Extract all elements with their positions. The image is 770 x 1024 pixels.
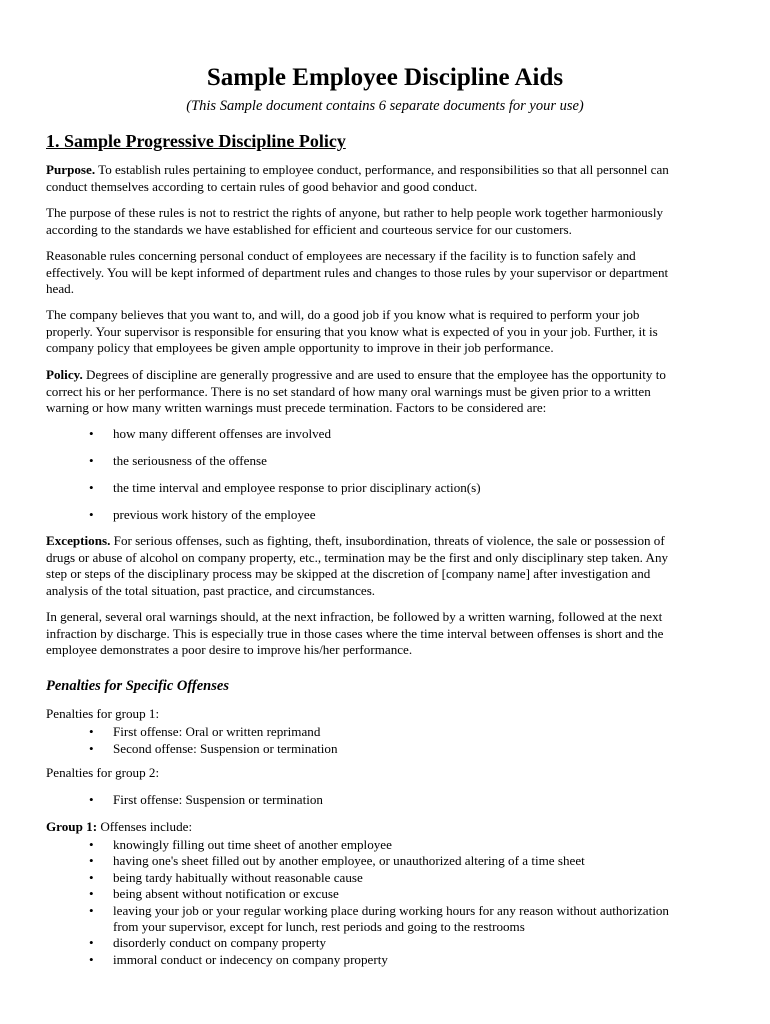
- list-item: having one's sheet filled out by another employee, or unauthorized altering of a time sheet: [113, 853, 585, 868]
- document-title: Sample Employee Discipline Aids: [206, 64, 564, 91]
- list-item-continuation: from your supervisor, except for lunch, rest periods and going to the restrooms: [113, 919, 525, 934]
- list-item: disorderly conduct on company property: [113, 935, 327, 950]
- bullet-icon: •: [89, 952, 94, 967]
- reasonable-rules-paragraph: Reasonable rules concerning personal conduct of employees are necessary if the facility is to function safely and effectively. You will be kept informed of department rules and changes to those rules by your supervisor or department head.: [46, 248, 669, 297]
- bullet-icon: •: [89, 886, 94, 901]
- list-item: being tardy habitually without reasonable cause: [113, 870, 363, 885]
- list-item: previous work history of the employee: [113, 507, 316, 522]
- document-subtitle: (This Sample document contains 6 separate documents for your use): [186, 98, 584, 114]
- bullet-icon: •: [89, 837, 94, 852]
- bullet-icon: •: [89, 870, 94, 885]
- company-paragraph: The company believes that you want to, and will, do a good job if you know what is required to perform your job properly. Your supervisor is responsible for ensuring that you know what is expected of you in your job. Further, it is company policy that employees be given ample opportunity to improve in their job performance.: [46, 307, 658, 356]
- bullet-icon: •: [89, 935, 94, 950]
- purpose-lead: Purpose.: [46, 162, 96, 177]
- bullet-icon: •: [89, 853, 94, 868]
- rules-paragraph: The purpose of these rules is not to restrict the rights of anyone, but rather to help people work together harmoniously according to the standards we have established for efficient and courteous service for our customers.: [46, 205, 664, 237]
- group1-penalties-label: Penalties for group 1:: [46, 706, 160, 721]
- bullet-icon: •: [89, 480, 94, 495]
- policy-lead: Policy.: [46, 367, 83, 382]
- exceptions-paragraph: Exceptions. For serious offenses, such as fighting, theft, insubordination, threats of violence, the sale or possession of drugs or abuse of alcohol on company property, etc., termination may be the first and only disciplinary step taken. Any step or steps of the disciplinary process may be skipped at the discretion of [company name] after investigation and analysis of the total situation, past practice, and circumstances.: [46, 533, 669, 598]
- bullet-icon: •: [89, 903, 94, 918]
- purpose-paragraph: [46, 162, 716, 195]
- purpose-line-2: conduct themselves according to certain rules of good behavior and good conduct.: [46, 178, 478, 194]
- list-item: the seriousness of the offense: [113, 453, 267, 468]
- bullet-icon: •: [89, 426, 94, 441]
- bullet-icon: •: [89, 792, 94, 807]
- list-item: First offense: Oral or written reprimand: [113, 724, 321, 739]
- purpose-line-1: Purpose. To establish rules pertaining to employee conduct, performance, and responsibilities so that all personnel can: [46, 162, 669, 177]
- group1-lead: Group 1:: [46, 819, 98, 834]
- list-item: First offense: Suspension or termination: [113, 792, 323, 807]
- list-item: how many different offenses are involved: [113, 426, 332, 441]
- general-paragraph: In general, several oral warnings should, at the next infraction, be followed by a written warning, followed at the next infraction by discharge. This is especially true in those cases where the time interval between offenses is short and the employee demonstrates a poor desire to improve his/her performance.: [46, 609, 664, 658]
- list-item: Second offense: Suspension or termination: [113, 741, 338, 756]
- bullet-icon: •: [89, 507, 94, 522]
- group2-penalties-label: Penalties for group 2:: [46, 765, 160, 780]
- section-heading: 1. Sample Progressive Discipline Policy: [46, 131, 346, 151]
- exceptions-lead: Exceptions.: [46, 533, 111, 548]
- bullet-icon: •: [89, 741, 94, 756]
- policy-paragraph: Policy. Degrees of discipline are generally progressive and are used to ensure that the employee has the opportunity to correct his or her performance. There is no set standard of how many oral warnings must be given prior to a written warning or how many written warnings must precede termination. Factors to be considered are:: [46, 367, 666, 416]
- list-item: being absent without notification or excuse: [113, 886, 339, 901]
- list-item: immoral conduct or indecency on company property: [113, 952, 388, 967]
- list-item: the time interval and employee response to prior disciplinary action(s): [113, 480, 481, 495]
- list-item: leaving your job or your regular working place during working hours for any reason without authorization: [113, 903, 669, 918]
- penalties-heading: Penalties for Specific Offenses: [46, 678, 229, 694]
- bullet-icon: •: [89, 724, 94, 739]
- list-item: knowingly filling out time sheet of another employee: [113, 837, 392, 852]
- bullet-icon: •: [89, 453, 94, 468]
- group1-offenses-label: Group 1: Offenses include:: [46, 819, 193, 834]
